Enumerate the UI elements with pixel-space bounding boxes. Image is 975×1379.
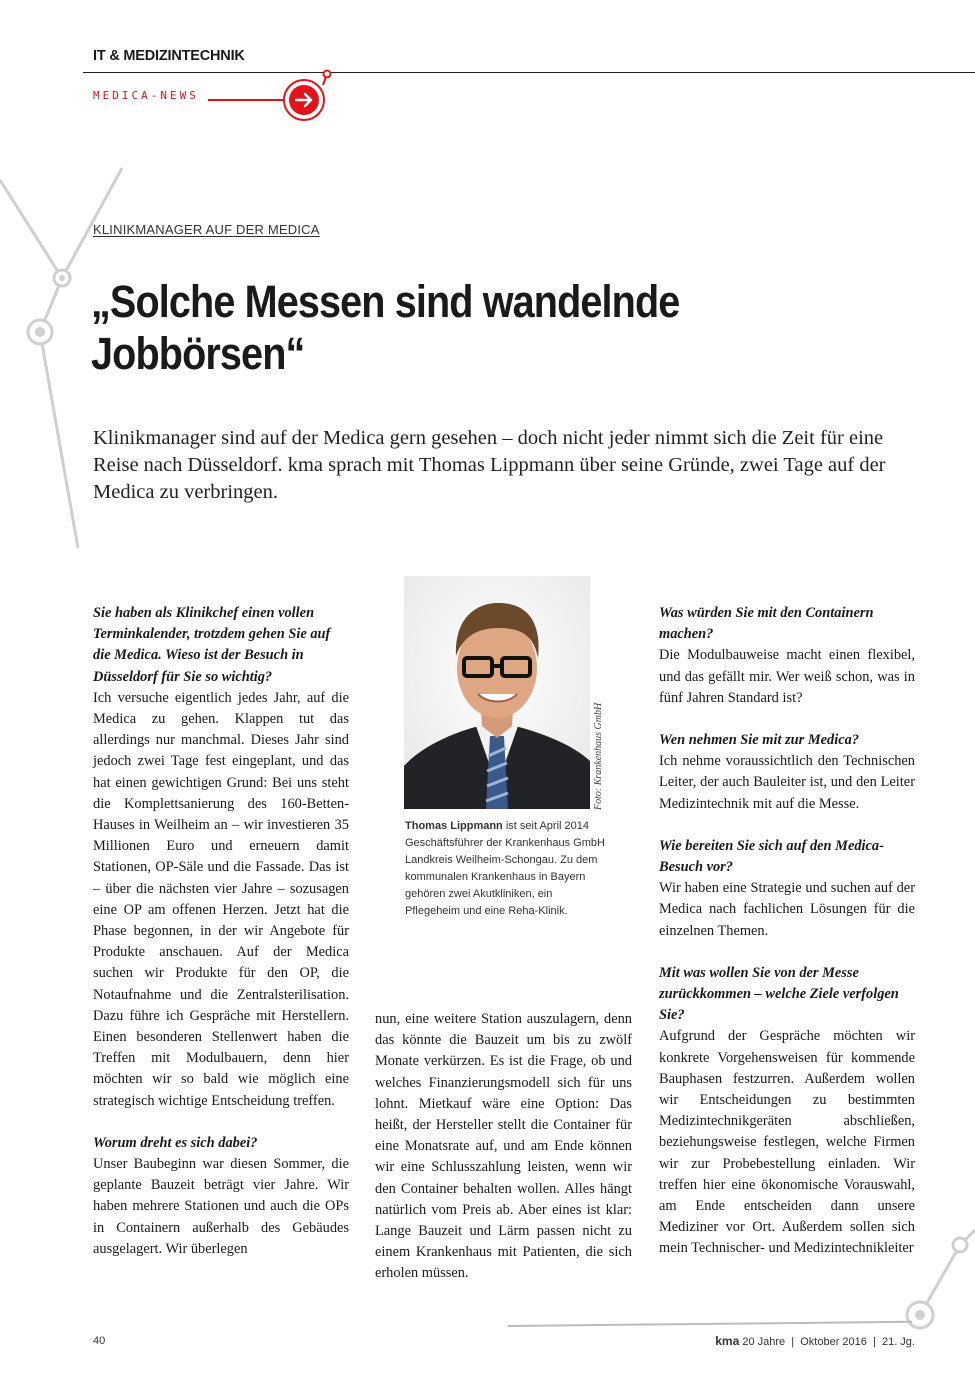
interview-answer: Ich versuche eigentlich jedes Jahr, auf die Medica zu gehen. Klappen tut das allerdings nur manchmal. Dieses Jahr sind jedoch zwei Tage fest eingeplant, und das hat einen gewichtigen Grund: Bei uns steht die Komplettsanierung des 160-Betten-Hauses in Weilheim an – wir investieren 35 Millionen Euro und erneuern damit Stationen, OP-Säle und die Fassade. Das ist – über die nächsten vier Jahre – sozusagen eine OP am offenen Herzen. Jetzt hat die Phase begonnen, in der wir Angebote für Produkte anschauen. Auf der Medica suchen wir Produkte für den OP, die Notaufnahme und die Zentralsterilisation. Dazu führe ich Gespräche mit Herstellern. Einen besonderen Stellenwert haben die Treffen mit Modulbauern, denn hier möchten wir so bald wie möglich eine strategisch wichtige Entscheidung treffen. xyxy=(93,689,349,1109)
interview-answer: Aufgrund der Gespräche möchten wir konkrete Vorgehensweisen für kommende Bauphasen festzurren. Außerdem wollen wir Entscheidungen zu bestimmten Medizintechnikgeräten abschließen, beziehungsweise festlegen, welche Firmen wir zur Probebestellung einladen. Wir treffen hier eine ökonomische Vorauswahl, am Ende entscheiden dann unsere Mediziner vor Ort. Außerdem sollen sich mein Technischer- und Medizintechnikleiter xyxy=(659,1028,915,1257)
caption-text: ist seit April 2014 Geschäftsführer der Krankenhaus GmbH Landkreis Weilheim-Schongau. Zu dem kommunalen Krankenhaus in Bayern gehören zwei Akutkliniken, ein Pflegeheim und eine Reha-Klinik. xyxy=(405,820,605,917)
footer-rule xyxy=(508,1321,912,1327)
interview-question: Was würden Sie mit den Containern machen? xyxy=(659,605,874,643)
interview-answer: Ich nehme voraussichtlich den Technischen Leiter, der auch Bauleiter ist, und den Leiter Medizintechnik mit auf die Messe. xyxy=(659,753,915,812)
article-kicker: KLINIKMANAGER AUF DER MEDICA xyxy=(93,222,320,237)
article-column-1 xyxy=(93,603,349,1260)
caption-name: Thomas Lippmann xyxy=(405,820,503,832)
article-headline: „Solche Messen sind wandelnde Jobbörsen“ xyxy=(91,276,680,379)
article-column-3 xyxy=(659,603,915,1260)
section-label: IT & MEDIZINTECHNIK xyxy=(93,48,245,64)
interview-answer: nun, eine weitere Station auszulagern, denn das könnte die Bauzeit um bis zu zwölf Monate verkürzen. Es ist die Frage, ob und welches Finanzierungsmodell sich für uns lohnt. Mietkauf wäre eine Option: Das heißt, der Hersteller stellt die Container für eine Monatsrate auf, und am Ende können wir eine Schlusszahlung leisten, wenn wir den Container behalten wollen. Alles hängt natürlich vom Preis ab. Aber eines ist klar: Lange Bauzeit und Lärm passen nicht zu einem Krankenhaus mit Patienten, die sich erholen müssen. xyxy=(375,1011,632,1282)
interview-answer: Die Modulbauweise macht einen flexibel, und das gefällt mir. Wer weiß schon, was in fünf Jahren Standard ist? xyxy=(659,647,915,706)
interview-question: Wie bereiten Sie sich auf den Medica-Besuch vor? xyxy=(659,837,884,876)
interview-question: Sie haben als Klinikchef einen vollen Terminkalender, trotzdem gehen Sie auf die Medica. Wieso ist der Besuch in Düsseldorf für Sie so wichtig? xyxy=(93,605,331,685)
interview-answer: Wir haben eine Strategie und suchen auf der Medica nach fachlichen Lösungen für die einzelnen Themen. xyxy=(659,880,915,939)
photo-caption xyxy=(405,818,605,920)
rubric-label: MEDICA-NEWS xyxy=(93,89,199,102)
page-number: 40 xyxy=(93,1335,106,1347)
interview-question: Worum dreht es sich dabei? xyxy=(93,1134,258,1151)
portrait-photo xyxy=(404,576,590,809)
footer-info xyxy=(715,1334,915,1348)
arrow-right-icon xyxy=(289,85,319,115)
interview-question: Wen nehmen Sie mit zur Medica? xyxy=(659,732,860,749)
photo-credit xyxy=(590,690,606,810)
interview-answer: Unser Baubeginn war diesen Sommer, die geplante Bauzeit beträgt vier Jahre. Wir haben mehrere Stationen und auch die OPs in Containern außerhalb des Gebäudes ausgelagert. Wir überlegen xyxy=(93,1156,349,1257)
article-column-2 xyxy=(375,1009,632,1285)
footer-issue: 20 Jahre | Oktober 2016 | 21. Jg. xyxy=(739,1336,915,1348)
interview-question: Mit was wollen Sie von der Messe zurückkommen – welche Ziele verfolgen Sie? xyxy=(659,964,899,1024)
article-lead: Klinikmanager sind auf der Medica gern gesehen – doch nicht jeder nimmt sich die Zeit für eine Reise nach Düsseldorf. kma sprach mit Thomas Lippmann über seine Gründe, zwei Tage auf der Medica zu verbringen. xyxy=(93,427,886,503)
photo-credit-text: Foto: Krankenhaus GmbH xyxy=(593,702,604,810)
header-connector-graphic xyxy=(205,68,340,128)
footer-brand: kma xyxy=(715,1334,740,1348)
